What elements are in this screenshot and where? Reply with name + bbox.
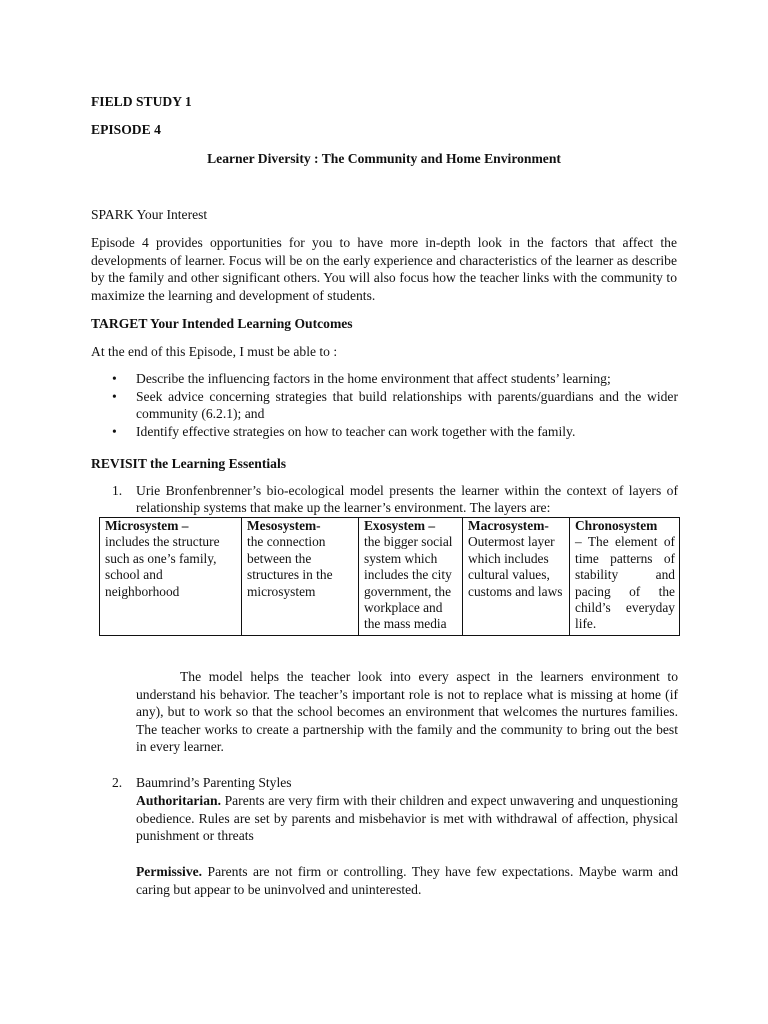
layer-cell-chronosystem: Chronosystem – The element of time patterns of stability and pacing of the child’s everyday life. [570, 518, 680, 636]
layer-cell-microsystem: Microsystem – includes the structure such as one’s family, school and neighborhood [100, 518, 242, 636]
layer-cell-macrosystem: Macrosystem- Outermost layer which includes cultural values, customs and laws [463, 518, 570, 636]
outcomes-list [112, 370, 678, 440]
ecological-layers-table [99, 517, 680, 636]
parenting-styles-title: Baumrind’s Parenting Styles [136, 775, 292, 790]
document-title: Learner Diversity : The Community and Home Environment [207, 151, 561, 166]
model-paragraph: The model helps the teacher look into every aspect in the learners environment to understand his behavior. The teacher’s important role is not to replace what is missing at home (if any), but to work so that the school becomes an environment that welcomes the nurtures families. The teacher works to create a partnership with the family and the community to bring out the best in every learner. [136, 669, 678, 754]
course-title: FIELD STUDY 1 [91, 94, 192, 109]
list-number: 2. [112, 775, 123, 790]
bullet-icon: • [112, 371, 117, 386]
bullet-icon: • [112, 388, 117, 404]
style-permissive: Permissive. Parents are not firm or controlling. They have few expectations. Maybe warm and caring but appear to be uninvolved and uninterested. [136, 864, 678, 897]
list-item: • Seek advice concerning strategies that build relationships with parents/guardians and the wider community (6.2.1); and [112, 388, 678, 421]
revisit-heading: REVISIT the Learning Essentials [91, 456, 287, 471]
layer-cell-exosystem: Exosystem – the bigger social system which includes the city government, the workplace and the mass media [359, 518, 463, 636]
target-heading: TARGET Your Intended Learning Outcomes [91, 316, 353, 331]
spark-paragraph: Episode 4 provides opportunities for you to have more in-depth look in the factors that affect the developments of learner. Focus will be on the early experience and characteristics of the learner as describe by the family and other significant others. You will also focus how the teacher links with the community to maximize the learning and development of students. [91, 235, 677, 303]
list-number: 1. [112, 483, 123, 498]
layer-cell-mesosystem: Mesosystem- the connection between the structures in the microsystem [242, 518, 359, 636]
list-item: • Identify effective strategies on how to teacher can work together with the family. [112, 423, 576, 439]
list-item: • Describe the influencing factors in the home environment that affect students’ learning; [112, 371, 611, 386]
bronfenbrenner-intro: Urie Bronfenbrenner’s bio-ecological model presents the learner within the context of layers of relationship systems that make up the learner’s environment. The layers are: [136, 483, 678, 515]
style-authoritarian: Authoritarian. Parents are very firm with their children and expect unwavering and unquestioning obedience. Rules are set by parents and misbehavior is met with withdrawal of affection, physical punishment or threats [136, 793, 678, 843]
spark-heading: SPARK Your Interest [91, 207, 208, 222]
target-intro: At the end of this Episode, I must be able to : [91, 344, 338, 359]
bullet-icon: • [112, 423, 117, 439]
episode-label: EPISODE 4 [91, 122, 161, 137]
